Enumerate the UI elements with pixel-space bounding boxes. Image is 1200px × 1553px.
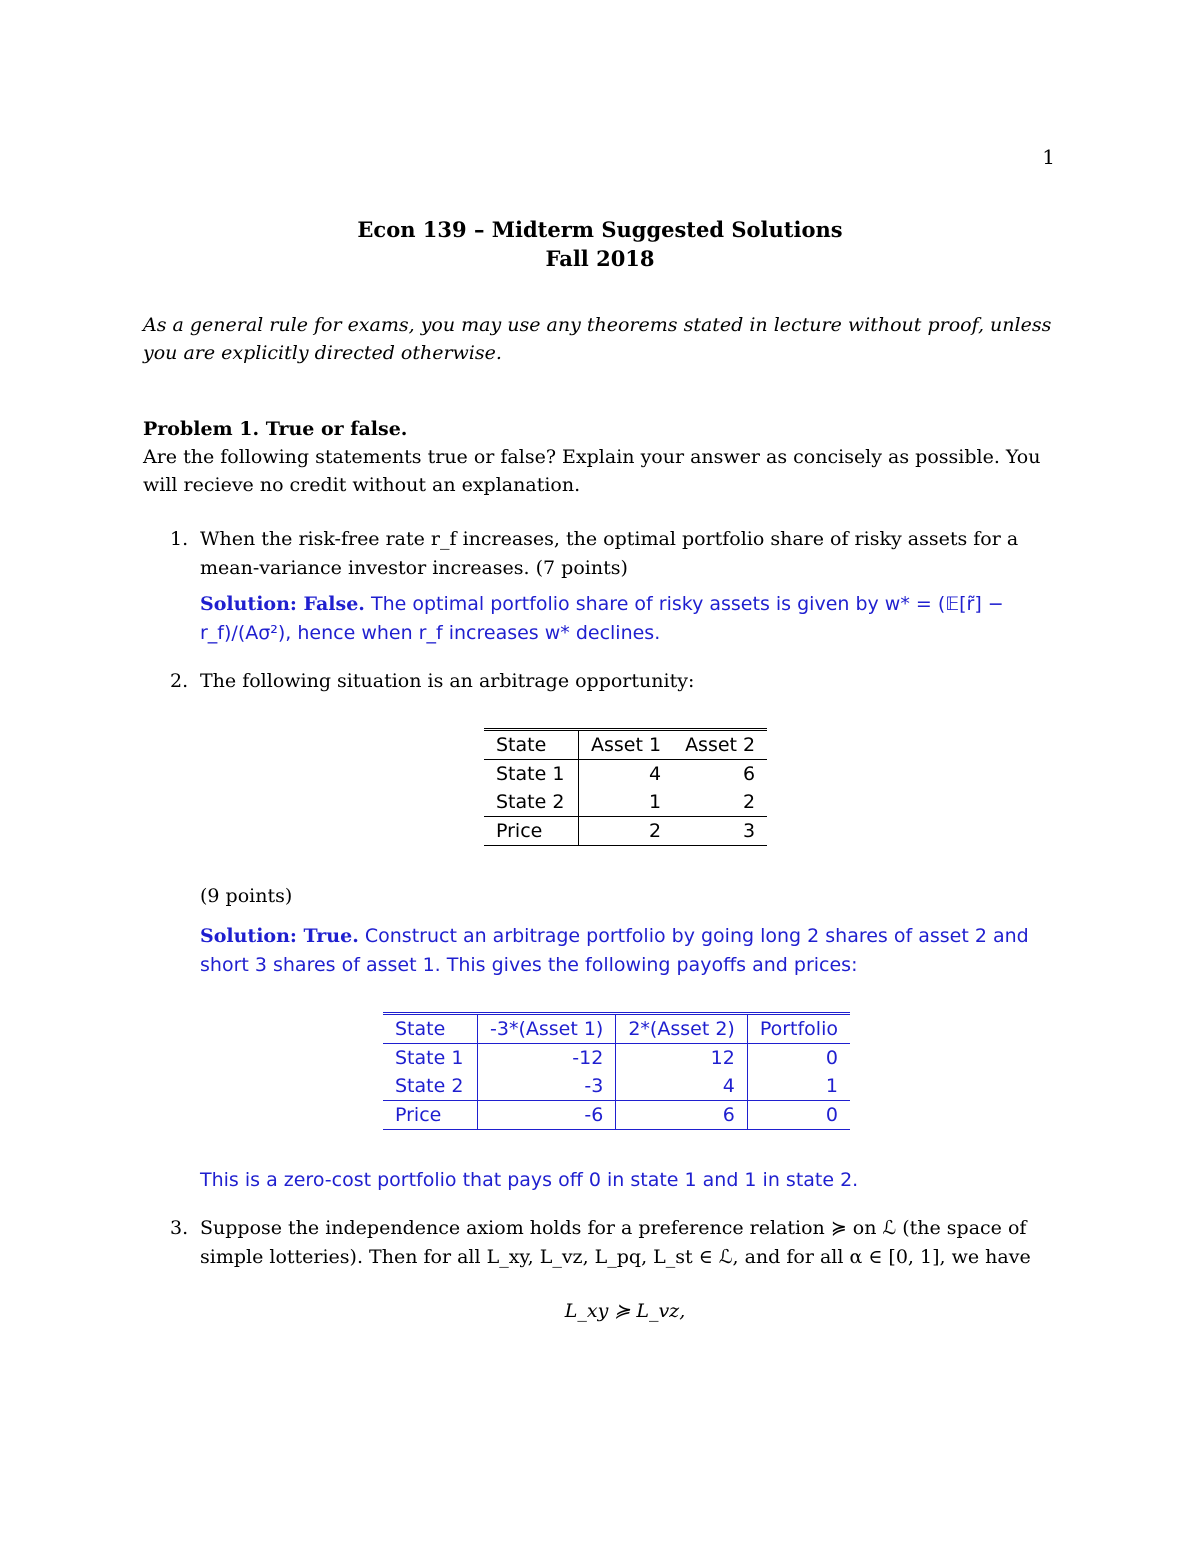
item-statement: The following situation is an arbitrage opportunity: [200, 670, 695, 692]
arbitrage-portfolio-table [383, 1012, 850, 1130]
table-cell: Price [484, 817, 579, 846]
table-cell: 4 [616, 1072, 747, 1101]
table-header-cell: Portfolio [747, 1014, 850, 1044]
document-title: Econ 139 – Midterm Suggested Solutions [357, 217, 843, 242]
table-cell: 12 [616, 1044, 747, 1073]
table-header-row [484, 730, 767, 760]
solution-label: Solution: False. [200, 593, 365, 615]
list-item-1 [170, 525, 1060, 665]
asset-table [484, 728, 767, 846]
table-cell: -6 [478, 1101, 616, 1130]
table-cell: 4 [648, 763, 662, 785]
table-cell: 1 [825, 1075, 838, 1097]
item-number: 3. [170, 1217, 189, 1239]
table-header-cell: Asset 1 [579, 730, 674, 760]
solution-text: The optimal portfolio share of risky assets is given by w* = (𝔼[r̃] − r_f)/(Aσ²), hence when r_f increases w* declines. [200, 593, 1004, 644]
table-cell: -3 [478, 1072, 616, 1101]
table-cell: State 1 [383, 1044, 478, 1073]
item-2-points [170, 882, 1060, 912]
page-number: 1 [1042, 145, 1055, 169]
intro-paragraph: As a general rule for exams, you may use any theorems stated in lecture without proof, unless you are explicitly directed otherwise. [143, 314, 1052, 364]
table-cell: State 2 [383, 1072, 478, 1101]
solution-label: Solution: True. [200, 925, 359, 947]
table-cell: 6 [743, 763, 756, 785]
table-cell: 1 [648, 791, 662, 813]
table-header-cell: State [383, 1014, 478, 1044]
table-cell: 3 [673, 817, 767, 846]
table-row [383, 1072, 850, 1101]
conclusion-text: This is a zero-cost portfolio that pays off 0 in state 1 and 1 in state 2. [200, 1169, 859, 1191]
points-label: (9 points) [200, 885, 293, 907]
problem-heading: Problem 1. True or false. [143, 418, 408, 440]
list-item-2 [170, 667, 1060, 697]
table-cell: Price [383, 1101, 478, 1130]
table-cell: State 2 [484, 788, 579, 817]
item-statement: Suppose the independence axiom holds for a preference relation ≽ on ℒ (the space of simple lotteries). Then for all L_xy, L_vz, L_pq, L_st ∈ ℒ, and for all α ∈ [0, 1], we have [200, 1217, 1031, 1268]
table-header-cell: 2*(Asset 2) [616, 1014, 747, 1044]
table-header-cell: Asset 2 [673, 730, 767, 760]
item-2-conclusion [170, 1166, 1060, 1196]
table-cell: 0 [825, 1047, 838, 1069]
table-cell: 2 [743, 791, 756, 813]
item-2-solution [170, 922, 1060, 982]
table-cell: 2 [579, 817, 674, 846]
table-cell: 6 [616, 1101, 747, 1130]
item-statement: When the risk-free rate r_f increases, the optimal portfolio share of risky assets for a mean-variance investor increases. (7 points) [200, 528, 1019, 579]
solution-text: Construct an arbitrage portfolio by going long 2 shares of asset 2 and short 3 shares of asset 1. This gives the following payoffs and prices: [200, 925, 1029, 976]
display-equation: L_xy ≽ L_vz, [564, 1300, 686, 1322]
table-header-row [383, 1014, 850, 1044]
item-solution [200, 590, 1060, 648]
table-row [383, 1044, 850, 1073]
table-header-cell: State [484, 730, 579, 760]
table-row [484, 788, 767, 817]
item-number: 2. [170, 670, 189, 692]
table-cell: 0 [747, 1101, 850, 1130]
table-row [484, 760, 767, 789]
table-cell: -12 [478, 1044, 616, 1073]
problem-instructions: Are the following statements true or false? Explain your answer as concisely as possible. You will recieve no credit without an explanation. [143, 446, 1041, 496]
document-subtitle: Fall 2018 [545, 246, 655, 271]
list-item-3 [170, 1214, 1060, 1274]
table-cell: State 1 [484, 760, 579, 789]
item-number: 1. [170, 528, 189, 550]
table-row [484, 817, 767, 846]
table-header-cell: -3*(Asset 1) [478, 1014, 616, 1044]
table-row [383, 1101, 850, 1130]
